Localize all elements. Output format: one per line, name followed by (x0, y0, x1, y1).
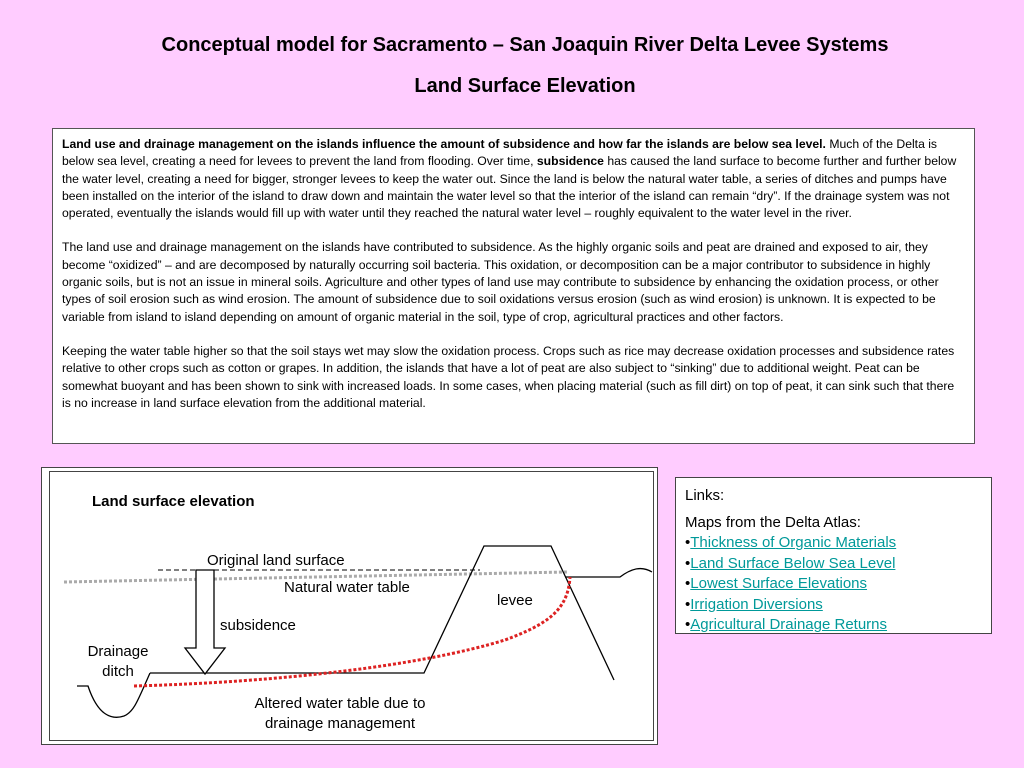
link-lowest-surface-elevations[interactable]: Lowest Surface Elevations (690, 575, 868, 592)
natural-water-table-label: Natural water table (284, 579, 410, 596)
link-agricultural-drainage-returns[interactable]: Agricultural Drainage Returns (690, 616, 888, 633)
drainage-ditch-label: Drainage ditch (87, 643, 149, 680)
page-subtitle: Land Surface Elevation (414, 75, 636, 97)
paragraph-1-text-a: Much of the Delta is below sea level, creating a need for levees to prevent the land from flooding. Over time, (62, 137, 938, 169)
paragraph-1-lead: Land use and drainage management on the islands influence the amount of subsidence and how far the islands are below sea level. (62, 137, 826, 151)
link-thickness-of-organic-materials[interactable]: Thickness of Organic Materials (690, 534, 897, 551)
page-title: Conceptual model for Sacramento – San Joaquin River Delta Levee Systems (161, 34, 889, 56)
paragraph-2: The land use and drainage management on the islands have contributed to subsidence. As the highly organic soils and peat are drained and exposed to air, they become “oxidized” – and are decomposed by naturally occurring soil bacteria. This oxidation, or decomposition can be a major contributor to subsidence in highly organic soils, but is not an issue in mineral soils. Agriculture and other types of land use may contribute to subsidence by enhancing the oxidation process, or other types of soil erosion such as wind erosion. The amount of subsidence due to soil oxidations versus erosion (such as wind erosion) is unknown. It is expected to be variable from island to island depending on amount of organic material in the soil, type of crop, agricultural practices and other factors. (62, 240, 939, 324)
bullet: • (685, 554, 691, 572)
diagram-heading: Land surface elevation (92, 493, 255, 510)
paragraph-3: Keeping the water table higher so that the soil stays wet may slow the oxidation process. Crops such as rice may decrease oxidation processes and subsidence rates relative to other crops such as cotton or grapes. In addition, the islands that have a lot of peat are also subject to “sinking” due to additional weight. Peat can be somewhat buoyant and has been shown to sink with increased loads. In some cases, when placing material (such as fill dirt) on top of peat, it can sink such that there is no increase in land surface elevation from the additional material. (62, 343, 955, 410)
link-irrigation-diversions[interactable]: Irrigation Diversions (690, 595, 823, 613)
levee-label: levee (497, 592, 533, 609)
subsidence-label: subsidence (220, 617, 296, 634)
paragraph-1-text-b: has caused the land surface to become further and further below the water level, creating a need for bigger, stronger levees to keep the water out. Since the land is below the natural water table, a series of ditches and pumps have been installed on the interior of the island to draw down and maintain the water level so that the interior of the island can remain “dry”. If the drainage system was not operated, eventually the islands would fill up with water until they reached the natural water level – roughly equivalent to the water level in the river. (62, 154, 957, 221)
bullet: • (685, 575, 691, 592)
link-land-surface-below-sea-level[interactable]: Land Surface Below Sea Level (690, 554, 896, 572)
link-item (685, 533, 991, 554)
links-subheader: Maps from the Delta Atlas: (685, 513, 861, 531)
bullet: • (685, 616, 691, 633)
subsidence-arrow (185, 570, 225, 674)
river-surface-line (565, 569, 652, 577)
bullet: • (685, 595, 691, 613)
bullet: • (685, 534, 691, 551)
altered-water-table-label: Altered water table due to drainage management (254, 695, 426, 732)
original-land-surface-label: Original land surface (207, 552, 345, 569)
link-item (685, 595, 991, 616)
link-item (685, 615, 991, 636)
links-panel (675, 477, 992, 634)
subsidence-term: subsidence (536, 154, 604, 169)
link-item (685, 574, 991, 595)
links-header: Links: (685, 487, 725, 504)
link-item (685, 554, 991, 575)
